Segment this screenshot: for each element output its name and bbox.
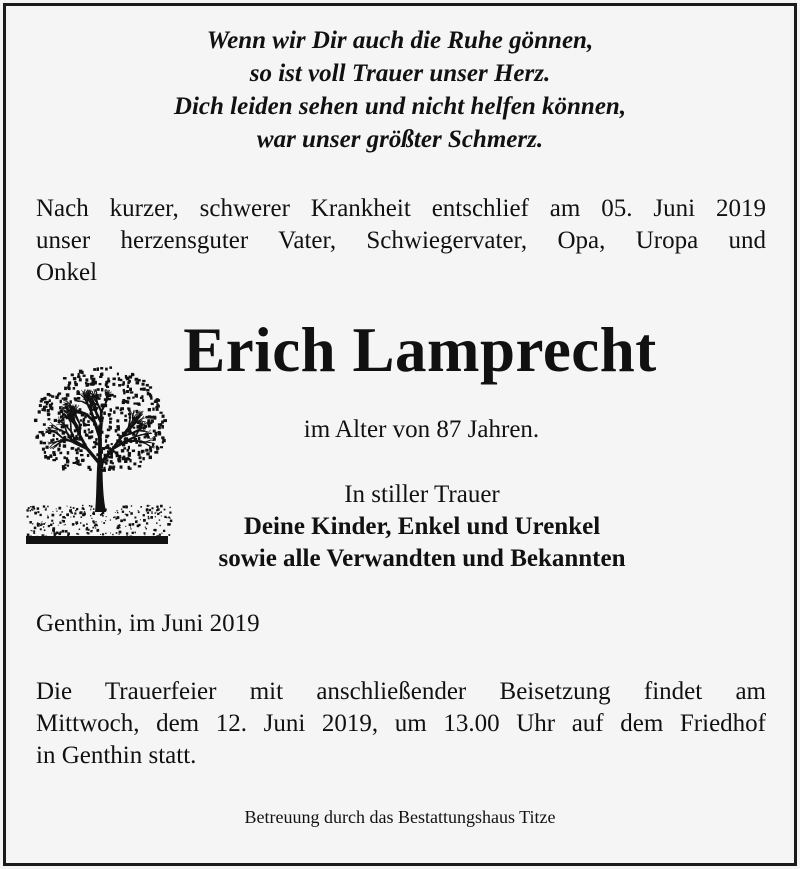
intro-line: Nach kurzer, schwerer Krankheit entschlief am 05. Juni 2019 xyxy=(36,195,766,222)
intro-line: Onkel xyxy=(36,259,98,286)
tree-icon xyxy=(22,352,174,552)
poem-line: war unser größter Schmerz. xyxy=(256,126,544,153)
poem-line: so ist voll Trauer unser Herz. xyxy=(249,60,551,87)
mourning-block xyxy=(160,479,684,575)
poem xyxy=(0,24,800,156)
mourners-family: Deine Kinder, Enkel und Urenkel xyxy=(243,513,601,540)
place-date: Genthin, im Juni 2019 xyxy=(36,610,260,637)
age-text: im Alter von 87 Jahren. xyxy=(303,416,540,443)
poem-line: Wenn wir Dir auch die Ruhe gönnen, xyxy=(206,27,594,54)
mourners-others: sowie alle Verwandten und Bekannten xyxy=(218,545,626,572)
deceased-name: Erich Lamprecht xyxy=(183,315,657,385)
mourning-heading: In stiller Trauer xyxy=(344,481,500,508)
funeral-line: Die Trauerfeier mit anschließender Beisetzung findet am xyxy=(36,678,766,705)
intro-line: unser herzensguter Vater, Schwiegervater, Opa, Uropa und xyxy=(36,227,766,254)
undertaker-note: Betreuung durch das Bestattungshaus Titze xyxy=(244,807,556,827)
funeral-line: in Genthin statt. xyxy=(36,742,197,769)
funeral-info xyxy=(36,676,766,772)
poem-line: Dich leiden sehen und nicht helfen können, xyxy=(173,93,627,120)
funeral-line: Mittwoch, dem 12. Juni 2019, um 13.00 Uhr auf dem Friedhof xyxy=(36,710,766,737)
intro-text xyxy=(36,193,766,289)
